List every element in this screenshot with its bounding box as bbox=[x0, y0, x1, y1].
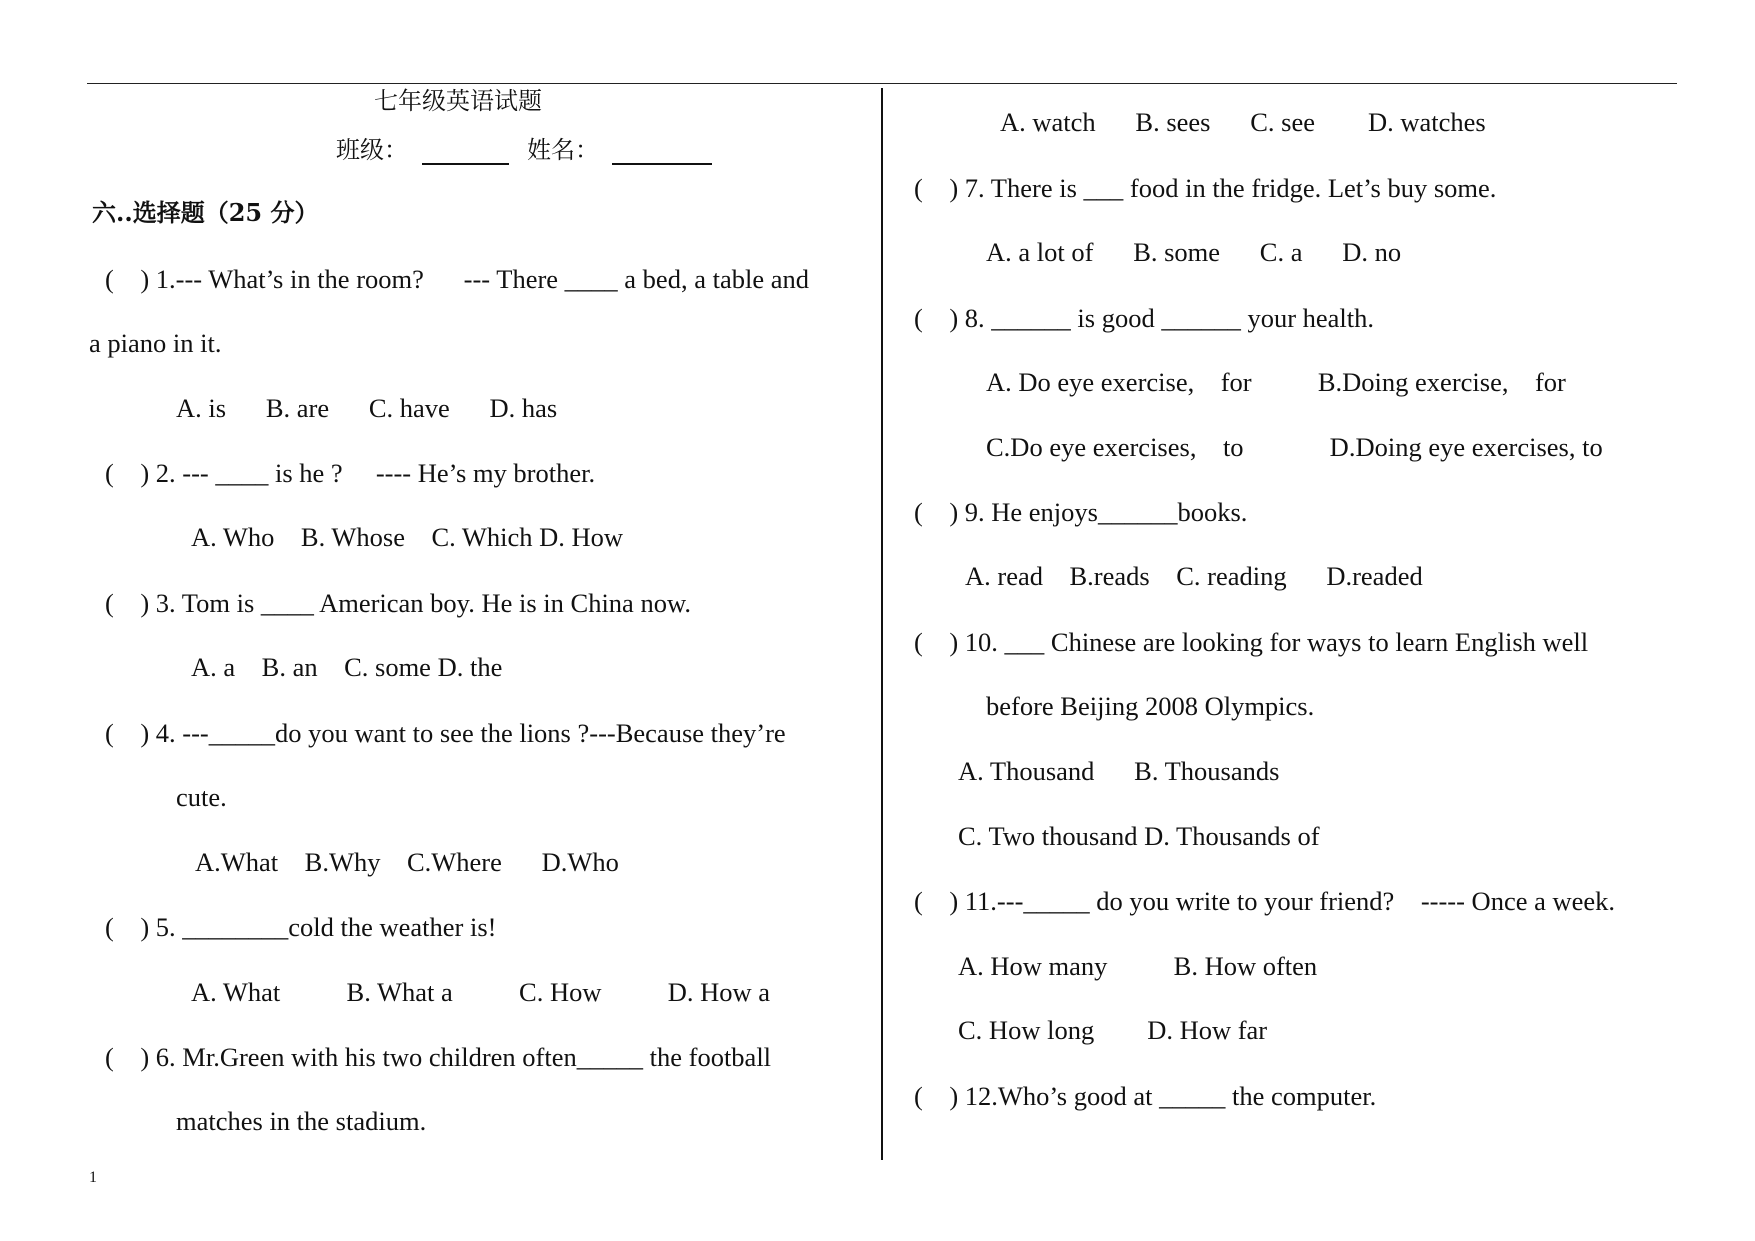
question-8-options-cd: C.Do eye exercises, to D.Doing eye exercises, to bbox=[986, 432, 1603, 462]
question-12-stem: ( ) 12.Who’s good at _____ the computer. bbox=[914, 1081, 1377, 1111]
question-6-options: A. watch B. sees C. see D. watches bbox=[1000, 107, 1486, 137]
question-9-stem: ( ) 9. He enjoys______books. bbox=[914, 497, 1248, 527]
question-2-options: A. Who B. Whose C. Which D. How bbox=[191, 522, 624, 552]
question-3-stem: ( ) 3. Tom is ____ American boy. He is in China now. bbox=[105, 588, 691, 618]
question-1-stem: ( ) 1.--- What’s in the room? --- There ____ a bed, a table and bbox=[105, 264, 809, 294]
question-10-stem: ( ) 10. ___ Chinese are looking for ways to learn English well bbox=[914, 627, 1589, 657]
question-1-options: A. is B. are C. have D. has bbox=[176, 393, 558, 423]
question-11-options-cd: C. How long D. How far bbox=[958, 1015, 1268, 1045]
section-heading: 六..选择题（25 分） bbox=[92, 198, 319, 227]
exam-title: 七年级英语试题 bbox=[374, 87, 542, 115]
question-11-options-ab: A. How many B. How often bbox=[958, 951, 1318, 981]
question-8-stem: ( ) 8. ______ is good ______ your health. bbox=[914, 303, 1375, 333]
page-number: 1 bbox=[89, 1169, 97, 1186]
class-label: 班级： bbox=[336, 136, 408, 164]
question-5-options: A. What B. What a C. How D. How a bbox=[191, 977, 771, 1007]
question-9-options: A. read B.reads C. reading D.readed bbox=[965, 561, 1423, 591]
question-4-options: A.What B.Why C.Where D.Who bbox=[195, 847, 619, 877]
question-10-continuation: before Beijing 2008 Olympics. bbox=[986, 691, 1315, 721]
question-3-options: A. a B. an C. some D. the bbox=[191, 652, 503, 682]
question-4-stem: ( ) 4. ---_____do you want to see the lions ?---Because they’re bbox=[105, 718, 786, 748]
question-8-options-ab: A. Do eye exercise, for B.Doing exercise, for bbox=[986, 367, 1566, 397]
question-10-options-ab: A. Thousand B. Thousands bbox=[958, 756, 1280, 786]
column-divider bbox=[881, 88, 883, 1160]
question-7-options: A. a lot of B. some C. a D. no bbox=[986, 237, 1402, 267]
question-1-continuation: a piano in it. bbox=[89, 328, 222, 358]
question-6-stem: ( ) 6. Mr.Green with his two children often_____ the football bbox=[105, 1042, 772, 1072]
name-label: 姓名： bbox=[527, 136, 599, 164]
question-6-continuation: matches in the stadium. bbox=[176, 1106, 427, 1136]
header-rule bbox=[87, 83, 1677, 84]
class-blank bbox=[422, 163, 509, 165]
question-5-stem: ( ) 5. ________cold the weather is! bbox=[105, 912, 497, 942]
question-2-stem: ( ) 2. --- ____ is he ? ---- He’s my brother. bbox=[105, 458, 596, 488]
question-4-continuation: cute. bbox=[176, 782, 227, 812]
question-7-stem: ( ) 7. There is ___ food in the fridge. Let’s buy some. bbox=[914, 173, 1497, 203]
question-11-stem: ( ) 11.---_____ do you write to your friend? ----- Once a week. bbox=[914, 886, 1616, 916]
question-10-options-cd: C. Two thousand D. Thousands of bbox=[958, 821, 1320, 851]
name-blank bbox=[612, 163, 712, 165]
